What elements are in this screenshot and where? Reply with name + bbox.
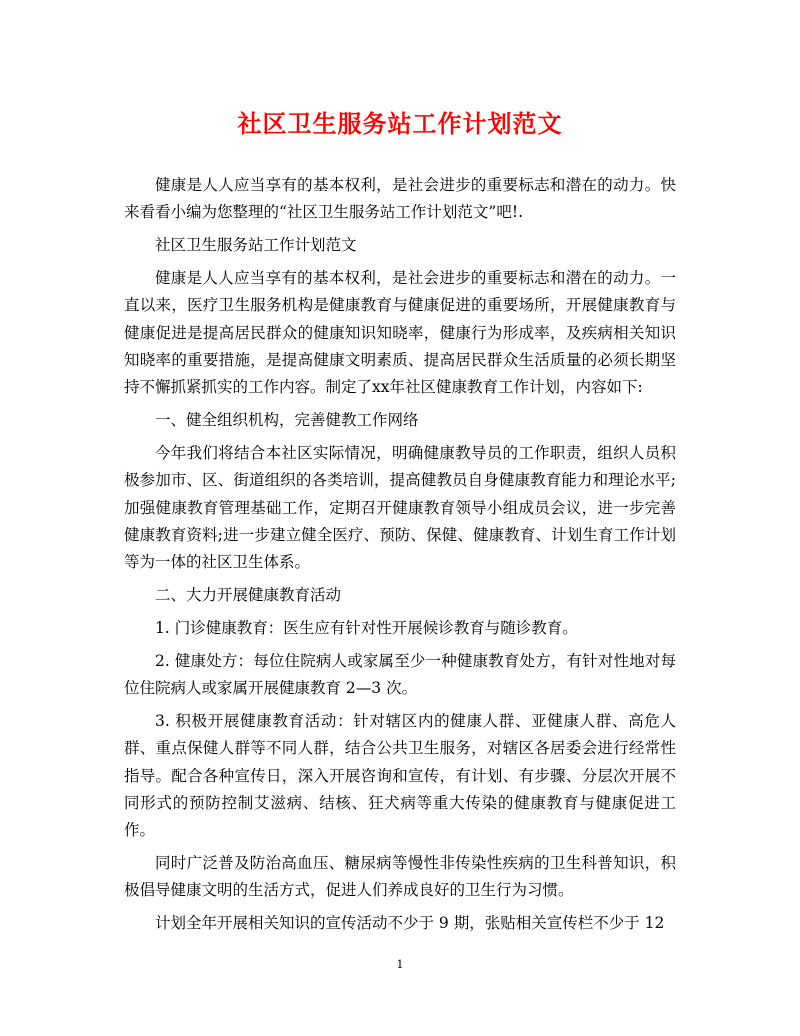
list-item: 3. 积极开展健康教育活动：针对辖区内的健康人群、亚健康人群、高危人群、重点保健人群等不同人群，结合公共卫生服务，对辖区各居委会进行经常性指导。配合各种宣传日，深入开展咨询和宣传，有计划、有步骤、分层次开展不同形式的预防控制艾滋病、结核、狂犬病等重大传染的健康教育与健康促进工作。 — [124, 712, 676, 840]
page-number: 1 — [396, 958, 404, 971]
body-paragraph: 计划全年开展相关知识的宣传活动不少于 9 期，张贴相关宣传栏不少于 12 — [155, 914, 665, 933]
document-body — [124, 172, 676, 943]
document-title: 社区卫生服务站工作计划范文 — [237, 109, 563, 138]
body-paragraph: 今年我们将结合本社区实际情况，明确健康教导员的工作职责，组织人员积极参加市、区、街道组织的各类培训，提高健教员自身健康教育能力和理论水平;加强健康教育管理基础工作，定期召开健康教育领导小组成员会议，进一步完善健康教育资料;进一步建立健全医疗、预防、保健、健康教育、计划生育工作计划等为一体的社区卫生体系。 — [124, 444, 676, 572]
list-item: 1. 门诊健康教育：医生应有针对性开展候诊教育与随诊教育。 — [155, 619, 578, 638]
section-heading: 一、健全组织机构，完善健教工作网络 — [155, 411, 419, 430]
section-heading: 二、大力开展健康教育活动 — [155, 586, 342, 605]
intro-paragraph: 健康是人人应当享有的基本权利，是社会进步的重要标志和潜在的动力。快来看看小编为您整理的“社区卫生服务站工作计划范文”吧!. — [124, 176, 676, 222]
body-paragraph: 同时广泛普及防治高血压、糖尿病等慢性非传染性疾病的卫生科普知识，积极倡导健康文明的生活方式，促进人们养成良好的卫生行为习惯。 — [124, 854, 676, 900]
list-item: 2. 健康处方：每位住院病人或家属至少一种健康教育处方，有针对性地对每位住院病人或家属开展健康教育 2—3 次。 — [124, 651, 676, 698]
body-paragraph: 健康是人人应当享有的基本权利，是社会进步的重要标志和潜在的动力。一直以来，医疗卫生服务机构是健康教育与健康促进的重要场所，开展健康教育与健康促进是提高居民群众的健康知识知晓率，健康行为形成率，及疾病相关知识知晓率的重要措施，是提高健康文明素质、提高居民群众生活质量的必须长期坚持不懈抓紧抓实的工作内容。制定了xx年社区健康教育工作计划，内容如下: — [124, 269, 676, 397]
subtitle-paragraph: 社区卫生服务站工作计划范文 — [155, 236, 357, 255]
